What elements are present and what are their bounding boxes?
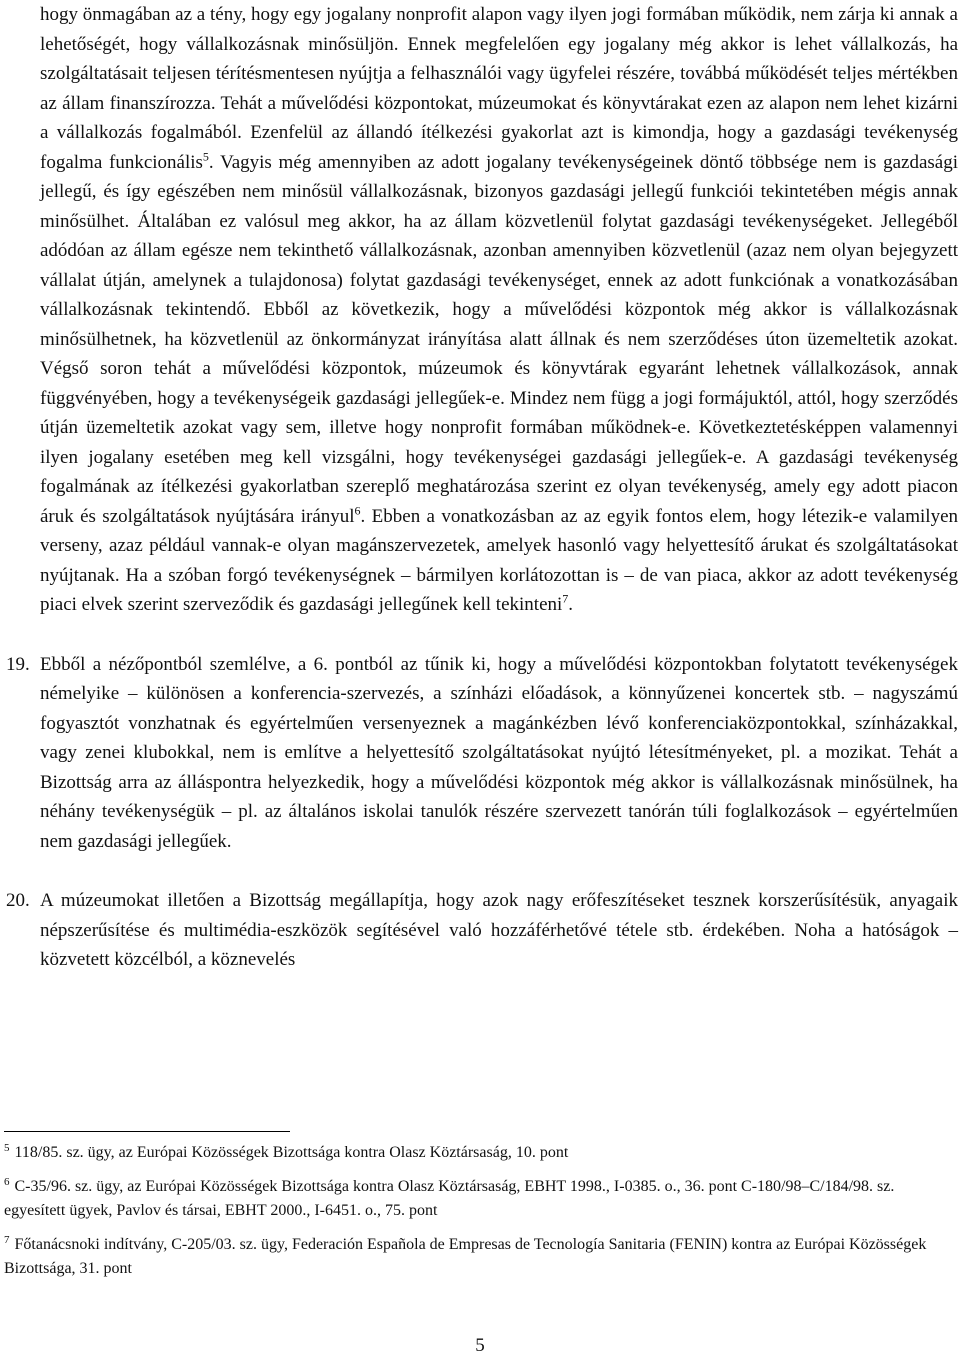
paragraph-text: hogy önmagában az a tény, hogy egy jogalany nonprofit alapon vagy ilyen jogi formában működik, nem zárja ki annak a lehetőségét, hogy vállalkozásnak minősüljön. Ennek megfelelően egy jogalany még akkor is lehet vállalkozás, ha szolgáltatásait teljesen térítésmentesen nyújtja a felhasználói vagy ügyfelei részére, továbbá működését teljes mértékben az állam finanszírozza. Tehát a művelődési központokat, múzeumokat és könyvtárakat ezen az alapon nem lehet kizárni a vállalkozás fogalmából. Ezenfelül az állandó ítélkezési gyakorlat azt is kimondja, hogy a gazdasági tevékenység fogalma funkcionális (40, 4, 958, 173)
paragraph-text: . (568, 594, 574, 615)
footnote-5 (4, 1141, 939, 1165)
footnote-text: 118/85. sz. ügy, az Európai Közösségek Bizottsága kontra Olasz Köztársaság, 10. pont (14, 1144, 569, 1161)
footnote-ref-5[interactable]: 5 (202, 149, 209, 164)
page-number: 5 (475, 1335, 485, 1356)
footnote-ref-7[interactable]: 7 (562, 591, 569, 606)
footnote-text: C-35/96. sz. ügy, az Európai Közösségek Bizottsága kontra Olasz Köztársaság, EBHT 1998., I-0385. o., 36. pont C-180/98–C/184/98. sz. egyesített ügyek, Pavlov és társai, EBHT 2000., I-6451. o., 75. pont (4, 1178, 895, 1219)
paragraph-20 (6, 886, 958, 975)
paragraph-number: 19. (6, 653, 30, 675)
paragraph-19 (6, 650, 958, 857)
paragraph-continued (40, 0, 958, 620)
paragraph-text: . Ebben a vonatkozásban az az egyik fontos elem, hogy létezik-e valamilyen verseny, azaz például vannak-e olyan magánszervezetek, amelyek hasonló vagy helyettesítő árukat és szolgáltatásokat nyújtanak. Ha a szóban forgó tevékenységnek – bármilyen korlátozottan is – de van piaca, akkor az adott tevékenység piaci elvek szerint szerveződik és gazdasági jellegűnek kell tekinteni (40, 505, 958, 615)
footnotes (4, 1141, 939, 1291)
paragraph-number: 20. (6, 890, 30, 911)
footnote-mark: 5 (4, 1141, 10, 1154)
paragraph-text: . Vagyis még amennyiben az adott jogalany tevékenységeinek döntő többsége nem is gazdasági jellegű, és így egészében nem minősül vállalkozásnak, bizonyos gazdasági jellegű funkciói tekintetében mégis annak minősülhet. Általában ez valósul meg akkor, ha az állam közvetlenül folytat gazdasági tevékenységeket. Jellegéből adódóan az állam egésze nem tekinthető vállalkozásnak, azonban amennyiben közvetlenül (azaz nem olyan bejegyzett vállalat útján, amelynek a tulajdonosa) folytat gazdasági tevékenységet, ennek az adott funkciónak a vonatkozásában vállalkozásnak tekintendő. Ebből az következik, hogy a művelődési központok még akkor is vállalkozásnak minősülhetnek, ha közvetlenül az önkormányzat irányítása alatt állnak és nem szerződéses úton üzemeltetik azokat. Végső soron tehát a művelődési központok, múzeumok és könyvtárak egyaránt lehetnek vállalkozások, annak függvényében, hogy a tevékenységeik gazdasági jellegűek-e. Mindez nem függ a jogi formájuktól, attól, hogy szerződés útján üzemeltetik azokat vagy sem, illetve hogy nonprofit formában működnek-e. Következtetésképpen valamennyi ilyen jogalany esetében meg kell vizsgálni, hogy tevékenységei gazdasági jellegűek-e. A gazdasági tevékenység fogalmának az ítélkezési gyakorlatban szereplő meghatározása szerint ez olyan tevékenység, amely egy adott piacon áruk és szolgáltatások nyújtására irányul (40, 151, 958, 527)
footnote-ref-6[interactable]: 6 (354, 503, 361, 518)
footnote-mark: 7 (4, 1233, 10, 1246)
paragraph-text: Ebből a nézőpontból szemlélve, a 6. pontból az tűnik ki, hogy a művelődési központokban folytatott tevékenységek némelyike – különösen a konferencia-szervezés, a színházi előadások, a könnyűzenei koncertek stb. – nagyszámú fogyasztót vonzhatnak és egyértelműen versenyeznek a magánkézben lévő konferenciaközpontokkal, színházakkal, vagy zenei klubokkal, nem is említve a helyettesítő szolgáltatásokat nyújtó létesítményeket, pl. a mozikat. Tehát a Bizottság arra az álláspontra helyezkedik, hogy a művelődési központok még akkor is vállalkozásnak minősülnek, ha néhány tevékenységük – pl. az általános iskolai tanulók részére szervezett tanórán túli foglalkozások – egyértelműen nem gazdasági jellegűek. (40, 653, 958, 852)
footnote-separator (4, 1131, 290, 1132)
footnote-mark: 6 (4, 1175, 10, 1188)
footnote-text: Főtanácsnoki indítvány, C-205/03. sz. ügy, Federación Española de Empresas de Tecnología Sanitaria (FENIN) kontra az Európai Közösségek Bizottsága, 31. pont (4, 1236, 927, 1277)
paragraph-text: A múzeumokat illetően a Bizottság megállapítja, hogy azok nagy erőfeszítéseket tesznek korszerűsítésük, anyagaik népszerűsítése és multimédia-eszközök segítésével való hozzáférhetővé tétele stb. érdekében. Noha a hatóságok – közvetett közcélból, a köznevelés (40, 890, 958, 970)
footnote-6 (4, 1175, 939, 1223)
footnote-7 (4, 1233, 939, 1281)
document-page (6, 0, 958, 975)
